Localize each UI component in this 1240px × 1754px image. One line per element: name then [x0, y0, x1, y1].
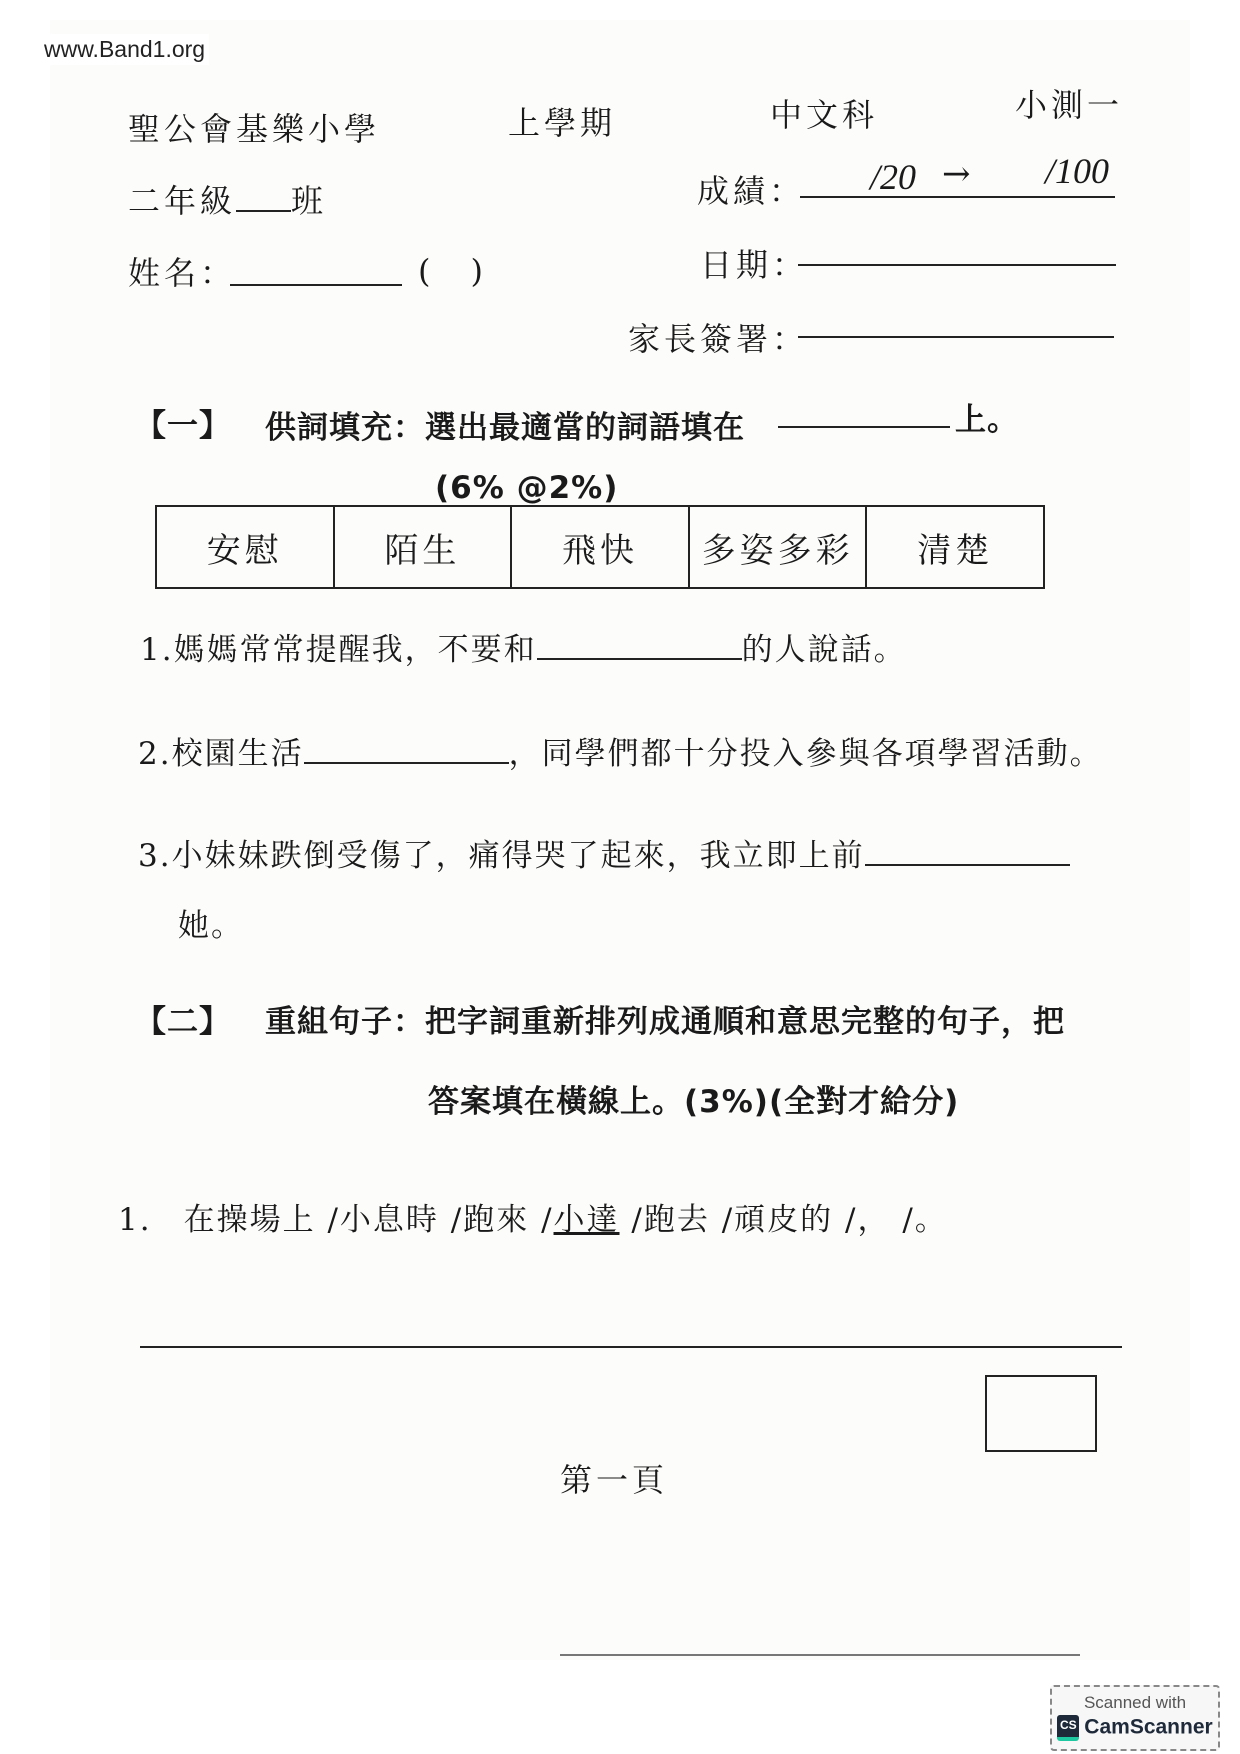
separator: /: [541, 1202, 554, 1238]
page-number: 第一頁: [560, 1461, 669, 1499]
date-line[interactable]: [798, 264, 1116, 266]
page-bottom-edge: [560, 1654, 1080, 1656]
word-fragment: /頑皮的: [721, 1202, 834, 1238]
question-number: 1.: [140, 632, 174, 668]
word-fragment: /小息時: [327, 1202, 439, 1238]
question-3: [138, 830, 1070, 875]
section2-title-line1: 重組句子：把字詞重新排列成通順和意思完整的句子，把: [265, 1004, 1065, 1040]
question-number: 3.: [138, 838, 172, 874]
section1-title: 供詞填充：選出最適當的詞語填在: [265, 410, 745, 446]
score-line[interactable]: [800, 196, 1115, 198]
word-bank-item: 飛快: [511, 506, 689, 588]
answer-blank[interactable]: [865, 864, 1070, 866]
question-text: 小妹妹跌倒受傷了，痛得哭了起來，我立即上前: [171, 838, 865, 874]
reorder-question-1: [118, 1194, 948, 1239]
question-text: 的人說話。: [741, 632, 907, 668]
answer-line[interactable]: [140, 1346, 1122, 1348]
word-bank-item: 多姿多彩: [689, 506, 867, 588]
section1-marks: (6% @2%): [435, 470, 619, 506]
school-name: 聖公會基樂小學: [128, 110, 381, 148]
section1-title-suffix: 上。: [955, 402, 1019, 438]
class-suffix: 班: [291, 182, 328, 220]
term: 上學期: [508, 104, 617, 142]
word-bank-item: 陌生: [334, 506, 512, 588]
question-number: 1.: [118, 1202, 152, 1238]
parent-sign-line[interactable]: [798, 336, 1114, 338]
score-out-of-100: /100: [1045, 151, 1110, 191]
question-3-continuation: 她。: [178, 908, 244, 944]
section2-title-line2: 答案填在橫線上。(3%)(全對才給分): [428, 1084, 960, 1120]
camscanner-line2: CamScanner: [1084, 1715, 1213, 1739]
parent-sign-label: 家長簽署：: [628, 320, 809, 358]
arrow-icon: →: [942, 154, 971, 194]
score-out-of-20: /20: [870, 157, 917, 197]
section1-number: 【一】: [135, 408, 231, 444]
section2-number: 【二】: [135, 1004, 231, 1040]
subject: 中文科: [770, 96, 879, 134]
proper-noun-fragment: 小達: [553, 1202, 620, 1238]
word-bank-table: [155, 505, 1045, 589]
word-fragment: /跑去: [631, 1202, 710, 1238]
word-fragment: /，: [845, 1202, 891, 1238]
question-text: ，同學們都十分投入參與各項學習活動。: [508, 736, 1103, 772]
question-2: [138, 728, 1103, 773]
name-line[interactable]: [230, 284, 402, 286]
camscanner-line1: Scanned with: [1083, 1693, 1187, 1712]
word-fragment: /。: [902, 1202, 948, 1238]
score-box: [985, 1375, 1097, 1452]
word-fragment: /跑來: [450, 1202, 530, 1238]
camscanner-logo-icon: CS: [1057, 1715, 1079, 1741]
watermark: www.Band1.org: [40, 34, 209, 65]
question-text: 校園生活: [171, 736, 304, 772]
word-fragment: 在操場上: [183, 1202, 316, 1238]
word-bank-item: 清楚: [866, 506, 1044, 588]
grade-label: 二年級: [128, 182, 237, 220]
camscanner-badge: [1050, 1685, 1220, 1751]
answer-blank[interactable]: [304, 762, 509, 764]
grade-class: [128, 176, 327, 222]
test-title: 小測一: [1015, 86, 1124, 124]
word-bank-item: 安慰: [156, 506, 334, 588]
name-label: 姓名：: [128, 254, 237, 292]
class-number-paren[interactable]: ( ): [418, 252, 487, 290]
question-text: 媽媽常常提醒我，不要和: [173, 632, 537, 668]
section1-title-blank: [778, 426, 950, 428]
answer-blank[interactable]: [537, 658, 742, 660]
question-number: 2.: [138, 736, 172, 772]
date-label: 日期：: [700, 246, 809, 284]
question-1: [140, 624, 907, 669]
class-blank[interactable]: [236, 210, 291, 212]
score-label: 成績：: [697, 172, 806, 210]
